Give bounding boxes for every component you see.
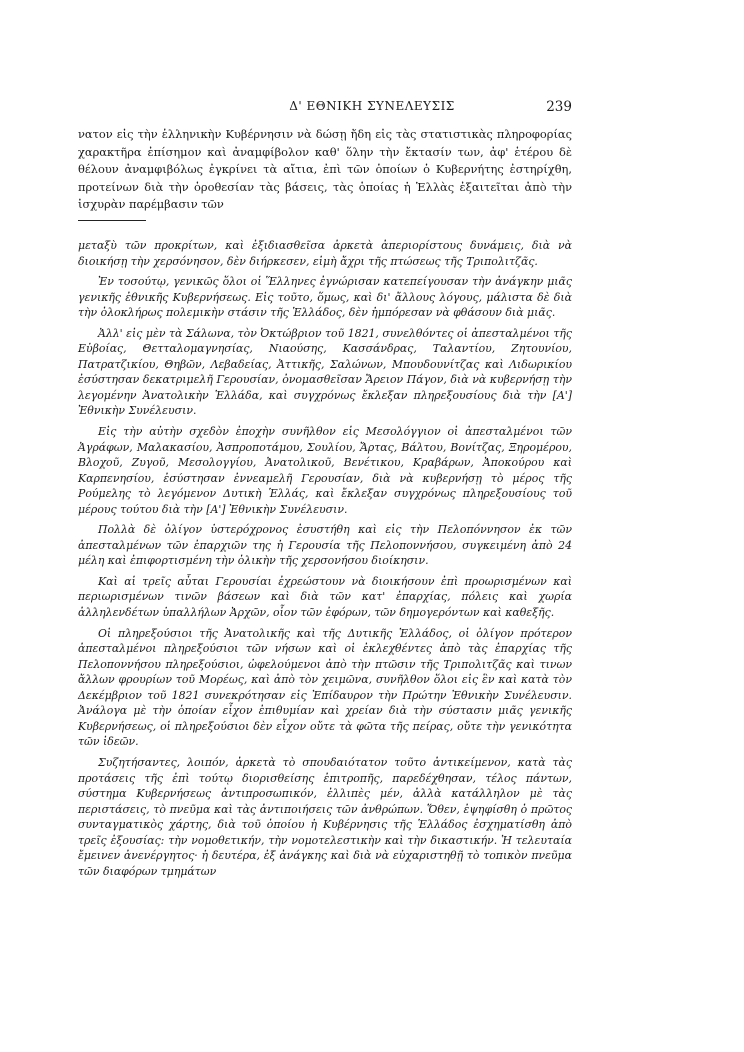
footnote-paragraph-7: Οἱ πληρεξούσιοι τῆς Ἀνατολικῆς καὶ τῆς Δυτικῆς Ἑλλάδος, οἱ ὀλίγον πρότερον ἀπεσταλμένοι πληρεξούσιοι τῶν νήσων καὶ οἱ ἐκλεχθέντες ἀπὸ τὰς ἐπαρχίας τῆς Πελοποννήσου πληρεξούσιοι, ὠφελούμενοι ἀπὸ τὴν πτῶσιν τῆς Τριπολιτζᾶς καὶ τινων ἄλλων φρουρίων τοῦ Μορέως, καὶ ἀπὸ τὸν χειμῶνα, συνῆλθον ὅλοι εἰς ἓν καὶ κατὰ τὸν Δεκέμβριον τοῦ 1821 συνεκρότησαν εἰς Ἐπίδαυρον τὴν Πρώτην Ἐθνικὴν Συνέλευσιν. Ἀνάλογα μὲ τὴν ὁποίαν εἶχον ἐπιθυμίαν καὶ χρείαν διὰ τὴν σύστασιν μιᾶς γενικῆς Κυβερνήσεως, οἱ πληρεξούσιοι δὲν εἶχον οὔτε τὰ φῶτα τῆς πείρας, οὔτε τὴν γενικότητα τῶν ἰδεῶν.	[78, 626, 572, 749]
footnote-separator-rule	[78, 220, 146, 221]
footnote-paragraph-5: Πολλὰ δὲ ὀλίγον ὑστερόχρονος ἐσυστήθη καὶ εἰς τὴν Πελοπόννησον ἐκ τῶν ἀπεσταλμένων τῶν ἐπαρχιῶν της ἡ Γερουσία τῆς Πελοποννήσου, συγκειμένη ἀπὸ 24 μέλη καὶ ἐπιφορτισμένη τὴν ὁλικὴν τῆς χερσονήσου διοίκησιν.	[78, 523, 572, 568]
main-paragraph: νατον εἰς τὴν ἑλληνικὴν Κυβέρνησιν νὰ δώσῃ ἤδη εἰς τὰς στατιστικὰς πληροφορίας χαρακτῆρα ἐπίσημον καὶ ἀναμφίβολον καθ' ὅλην τὴν ἔκτασίν των, ἀφ' ἑτέρου δὲ θέλουν ἀναμφιβόλως ἐγκρίνει τὰ αἴτια, ἐπὶ τῶν ὁποίων ὁ Κυβερνήτης ἐστηρίχθη, προτείνων διὰ τὴν ὁροθεσίαν τὰς βάσεις, τὰς ὁποίας ἡ Ἑλλὰς ἐξαιτεῖται ἀπὸ τὴν ἰσχυρὰν παρέμβασιν τῶν	[78, 127, 572, 211]
footnote-block	[78, 238, 572, 884]
page-number: 239	[546, 99, 572, 115]
main-text-block	[78, 126, 572, 214]
footnote-paragraph-4: Εἰς τὴν αὐτὴν σχεδὸν ἐποχὴν συνῆλθον εἰς Μεσολόγγιον οἱ ἀπεσταλμένοι τῶν Ἀγράφων, Μαλακασίου, Ἀσπροποτάμου, Σουλίου, Ἄρτας, Βάλτου, Βονίτζας, Ξηρομέρου, Βλοχοῦ, Ζυγοῦ, Μεσολογγίου, Ἀνατολικοῦ, Βενέτικου, Κραβάρων, Ἀποκούρου καὶ Καρπενησίου, ἐσύστησαν ἐννεαμελῆ Γερουσίαν, διὰ νὰ κυβερνήσῃ τὸ μέρος τῆς Ρούμελης τὸ λεγόμενον Δυτικὴ Ἑλλάς, καὶ ἔκλεξαν συγχρόνως πληρεξουσίους τοῦ μέρους τούτου διὰ τὴν [Α'] Ἐθνικὴν Συνέλευσιν.	[78, 425, 572, 516]
footnote-paragraph-3: Ἀλλ' εἰς μὲν τὰ Σάλωνα, τὸν Ὀκτώβριον τοῦ 1821, συνελθόντες οἱ ἀπεσταλμένοι τῆς Εὐβοίας, Θετταλομαγνησίας, Νιαούσης, Κασσάνδρας, Ταλαντίου, Ζητουνίου, Πατρατζικίου, Θηβῶν, Λεβαδείας, Ἀττικῆς, Σαλώνων, Μπουδουνίτζας καὶ Λιδωρικίου ἐσύστησαν δεκατριμελῆ Γερουσίαν, ὀνομασθεῖσαν Ἄρειον Πάγον, διὰ νὰ κυβερνήσῃ τὴν λεγομένην Ἀνατολικὴν Ἑλλάδα, καὶ συγχρόνως ἔκλεξαν πληρεξουσίους διὰ τὴν [Α'] Ἐθνικὴν Συνέλευσιν.	[78, 326, 572, 418]
footnote-paragraph-2: Ἐν τοσούτῳ, γενικῶς ὅλοι οἱ Ἕλληνες ἐγνώρισαν κατεπείγουσαν τὴν ἀνάγκην μιᾶς γενικῆς ἐθνικῆς Κυβερνήσεως. Εἰς τοῦτο, ὅμως, καὶ δι' ἄλλους λόγους, μάλιστα δὲ διὰ τὴν ὁλοκλήρως πολεμικὴν στάσιν τῆς Ἑλλάδος, δὲν ἠμπόρεσαν νὰ φθάσουν διὰ μιᾶς.	[78, 275, 572, 320]
footnote-paragraph-6: Καὶ αἱ τρεῖς αὗται Γερουσίαι ἐχρεώστουν νὰ διοικήσουν ἐπὶ προωρισμένων καὶ περιωρισμένων τινῶν βάσεων καὶ διὰ τῶν κατ' ἐπαρχίας, πόλεις καὶ χωρία ἀλληλενδέτων ὑπαλλήλων Ἀρχῶν, οἷον τῶν ἐφόρων, τῶν δημογερόντων καὶ καθεξῆς.	[78, 574, 572, 620]
running-head-title: Δ' ΕΘΝΙΚΗ ΣΥΝΕΛΕΥΣΙΣ	[289, 99, 455, 113]
footnote-paragraph-8: Συζητήσαντες, λοιπόν, ἀρκετὰ τὸ σπουδαιότατον τοῦτο ἀντικείμενον, κατὰ τὰς προτάσεις τῆς ἐπὶ τούτῳ διορισθείσης ἐπιτροπῆς, παρεδέχθησαν, τέλος πάντων, σύστημα Κυβερνήσεως ἀντιπροσωπικόν, ἐλλιπὲς μέν, ἀλλὰ κατάλληλον μὲ τὰς περιστάσεις, τὸ πνεῦμα καὶ τὰς ἀντιποιήσεις τῶν ἀνθρώπων. Ὅθεν, ἐψηφίσθη ὁ πρῶτος συνταγματικὸς χάρτης, διὰ τοῦ ὁποίου ἡ Κυβέρνησις τῆς Ἑλλάδος ἐσχηματίσθη ἀπὸ τρεῖς ἐξουσίας: τὴν νομοθετικήν, τὴν νομοτελεστικὴν καὶ τὴν δικαστικήν. Ἡ τελευταία ἔμεινεν ἀνενέργητος· ἡ δευτέρα, ἐξ ἀνάγκης καὶ διὰ νὰ εὐχαριστηθῇ τὸ τοπικὸν πνεῦμα τῶν διαφόρων τμημάτων	[78, 755, 572, 878]
footnote-paragraph-1: μεταξὺ τῶν προκρίτων, καὶ ἐξιδιασθεῖσα ἀρκετὰ ἀπεριορίστους δυνάμεις, διὰ νὰ διοικήσῃ τὴν χερσόνησον, δὲν διήρκεσεν, εἰμὴ ἄχρι τῆς πτώσεως τῆς Τριπολιτζᾶς.	[78, 239, 572, 268]
